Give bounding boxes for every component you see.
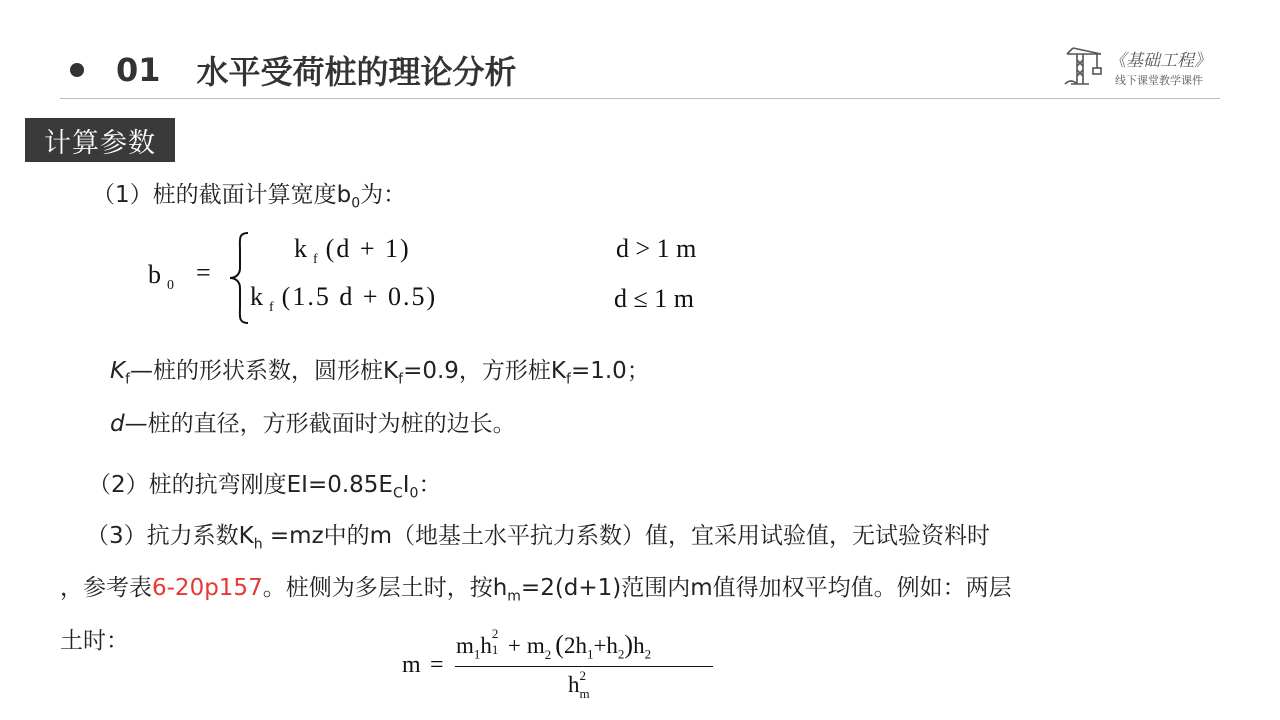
formula-b0-equals: = [196,258,211,287]
case2-condition: d ≤ 1 m [614,284,694,313]
num-plus-2: + [593,633,607,658]
case2-k: k [250,282,263,311]
formula-b0-lhs-sub: 0 [167,278,174,294]
item-3-line-1-a: （3）抗力系数K [86,523,254,549]
num-m2: m [526,633,545,658]
table-reference: 6-20p157 [152,575,263,601]
title-divider [60,98,1220,99]
den-h: h [568,672,580,697]
kf-text-3: =1.0； [570,358,650,384]
fraction-bar [455,666,713,667]
formula-m-equals: = [430,652,444,678]
num-m1: m [456,633,474,658]
d-note [110,405,516,438]
formula-b0-case2 [250,282,437,316]
case1-k: k [294,234,307,263]
den-sub: m [579,686,590,701]
kf-sub: f [125,371,131,388]
d-text: —桩的直径，方形截面时为桩的边长。 [124,411,516,437]
num-close-paren: ) [624,630,634,659]
case2-k-sub: f [269,300,274,316]
item-3-line-1-sub: h [253,536,263,553]
item-3-line-3: 土时： [60,628,129,654]
slide-title: 水平受荷桩的理论分析 [196,53,517,91]
kf-text-1: —桩的形状系数，圆形桩K [130,358,399,384]
num-h1-sup: 2 [491,626,499,641]
section-number: 01 [116,51,161,89]
kf-symbol: K [110,358,126,384]
formula-m-numerator [456,626,652,663]
case1-condition: d > 1 m [616,234,697,263]
case1-k-sub: f [313,252,318,268]
item-1-text [92,176,406,212]
item-2-mid: I [402,472,410,498]
case2-expr: (1.5 d + 0.5) [281,282,438,311]
num-h2b: h [633,633,645,658]
formula-b0-case1 [294,234,411,268]
bullet-dot-icon [70,63,84,77]
item-3-line-2-sub: m [507,588,521,605]
item-3-line-1-b: =mz中的m（地基土水平抗力系数）值，宜采用试验值，无试验资料时 [262,523,991,549]
num-m2-sub: 2 [544,646,552,662]
kf-sub-3: f [566,371,571,388]
left-brace-icon [226,230,252,326]
item-1-sub: 0 [351,195,361,212]
num-2h: 2h [563,633,587,658]
item-3-line-2 [60,569,1012,605]
item-1-suffix: 为： [360,182,407,208]
num-h1-sub: 1 [491,642,499,657]
item-1-prefix: （1）桩的截面计算宽度b [92,182,352,208]
item-3-line-2-c: =2(d+1)范围内m值得加权平均值。例如：两层 [520,575,1012,601]
item-2-sub-1: C [392,485,403,502]
section-tag: 计算参数 [25,118,175,162]
slide-title-row [70,48,517,92]
formula-m-denominator [568,668,592,701]
item-3-line-2-b: 。桩侧为多层土时，按h [262,575,508,601]
kf-text-2: =0.9，方形桩K [403,358,566,384]
num-h2-sub: 2 [617,646,625,662]
case1-expr: (d + 1) [325,234,411,263]
formula-b0-lhs [148,260,174,294]
course-logo [1063,44,1223,88]
kf-sub-2: f [398,371,404,388]
item-2-text [88,466,441,502]
item-2-sub-2: 0 [409,485,419,502]
den-sup: 2 [579,668,586,683]
num-plus: + [507,633,521,658]
d-symbol: d [110,411,125,437]
num-open-paren: ( [555,630,564,659]
num-h2: h [606,633,618,658]
kf-note [110,352,650,388]
num-m1-sub: 1 [473,646,481,662]
item-3-line-2-a: ，参考表 [60,575,152,601]
logo-subtitle: 线下课堂教学课件 [1115,74,1203,87]
item-3-line-1 [86,517,990,553]
item-2-prefix: （2）桩的抗弯刚度EI=0.85E [88,472,393,498]
num-h1: h [480,633,492,658]
crane-icon [1063,44,1107,88]
logo-title: 《基础工程》 [1109,51,1211,71]
num-2h-sub: 1 [586,646,594,662]
formula-b0-lhs-symbol: b [148,260,161,289]
num-h2b-sub: 2 [644,646,652,662]
item-2-suffix: ： [418,472,442,498]
formula-m-lhs: m [402,652,421,678]
